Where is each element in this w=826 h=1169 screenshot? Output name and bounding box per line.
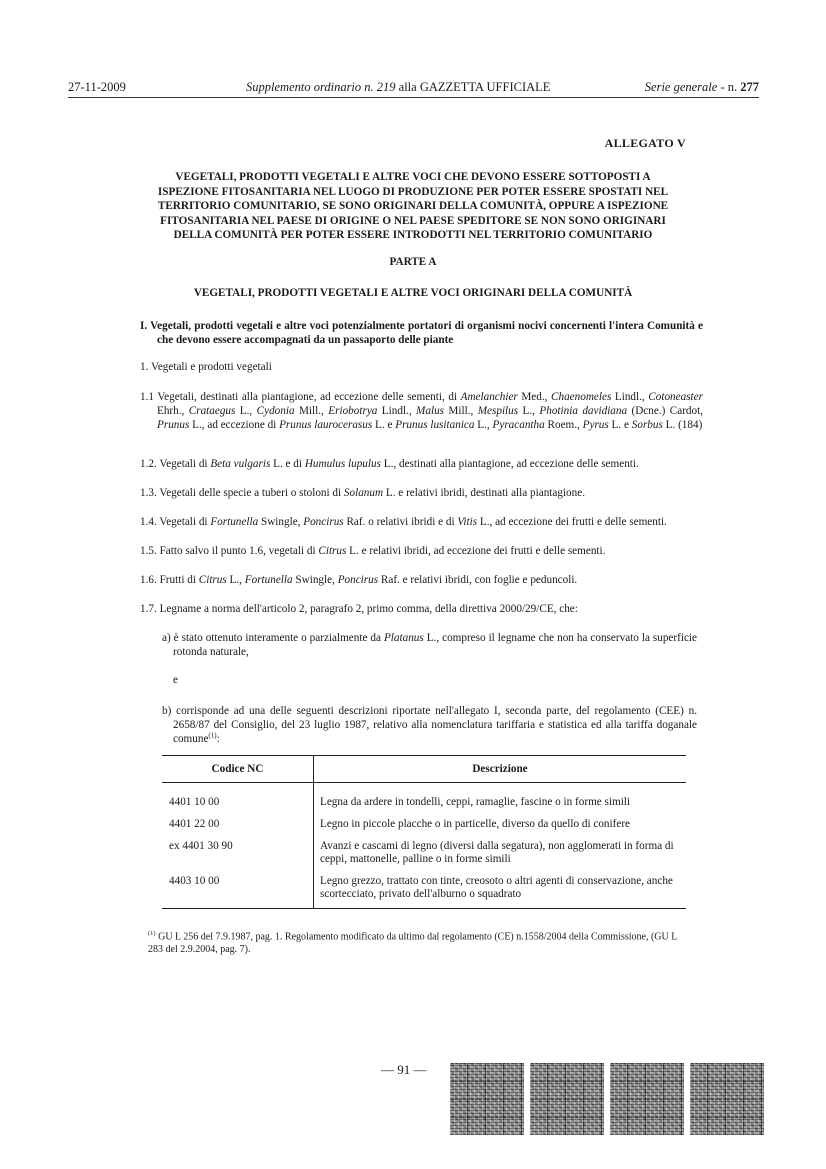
cell-description: Legno in piccole placche o in particelle, diverso da quello di conifere [320, 818, 631, 830]
t: 1.1 Vegetali, destinati alla piantagione, ad eccezione delle sementi, di [140, 391, 461, 403]
genus: Sorbus [631, 419, 663, 431]
t: Mill., [294, 405, 329, 417]
footnote-text: GU L 256 del 7.9.1987, pag. 1. Regolamento modificato da ultimo dal regolamento (CE) n.1558/2004 della Commissione, (GU L 283 del 2.9.2004, pag. 7). [148, 931, 677, 955]
security-pattern [530, 1063, 604, 1135]
genus: Pyracantha [492, 419, 545, 431]
genus: Eriobotrya [328, 405, 378, 417]
t: L. e di [270, 458, 305, 470]
cell-description: Legna da ardere in tondelli, ceppi, ramaglie, fascine o in forme simili [320, 796, 631, 808]
table [162, 755, 686, 909]
t: Roem., [544, 419, 583, 431]
t: L. e relativi ibridi, ad eccezione dei frutti e delle sementi. [346, 545, 606, 557]
annex-title-line: DELLA COMUNITÀ PER POTER ESSERE INTRODOTTI NEL TERRITORIO COMUNITARIO [173, 229, 653, 241]
t: L. e relativi ibridi, destinati alla piantagione. [383, 487, 586, 499]
column-header-description: Descrizione [472, 763, 528, 775]
t: L., ad eccezione dei frutti e delle sementi. [477, 516, 667, 528]
footnote-ref[interactable]: (1) [208, 731, 217, 740]
header-supplement: Supplemento ordinario n. 219 [246, 80, 396, 94]
item-1-3 [140, 486, 686, 500]
genus: Amelanchier [460, 391, 518, 403]
page-number: — 91 — [381, 1062, 427, 1077]
t: 1.5. Fatto salvo il punto 1.6, vegetali di [140, 545, 319, 557]
genus: Malus [416, 405, 445, 417]
genus: Solanum [343, 487, 384, 499]
t: 1.6. Frutti di [140, 574, 199, 586]
item-1: 1. Vegetali e prodotti vegetali [140, 361, 272, 373]
cell-code: 4401 10 00 [162, 783, 314, 810]
nc-code-table [162, 755, 686, 909]
header-gazette: alla GAZZETTA UFFICIALE [395, 80, 551, 94]
cell-code: 4401 22 00 [162, 809, 314, 831]
item-1-7: 1.7. Legname a norma dell'articolo 2, paragrafo 2, primo comma, della direttiva 2000/29/CE, che: [140, 603, 578, 615]
security-pattern [690, 1063, 764, 1135]
annex-title [140, 170, 686, 243]
item-1-7-b [162, 704, 697, 746]
t: L. e [372, 419, 396, 431]
t: L. e [608, 419, 632, 431]
t: 1.3. Vegetali delle specie a tuberi o stoloni di [140, 487, 344, 499]
genus: Fortunella [244, 574, 293, 586]
footnote [148, 928, 688, 956]
annex-title-line: TERRITORIO COMUNITARIO, SE SONO ORIGINARI DELLA COMUNITÀ, OPPURE A ISPEZIONE [157, 200, 669, 212]
t: Raf. o relativi ibridi e di [343, 516, 458, 528]
t: Swingle, [292, 574, 338, 586]
header-series-number: 277 [740, 80, 759, 94]
annex-label: ALLEGATO V [604, 136, 686, 150]
genus: Photinia davidiana [539, 405, 628, 417]
t: L., compreso il legname che non ha conservato la superficie rotonda naturale, [173, 632, 697, 658]
t: L. (184) [662, 419, 703, 431]
item-1-4 [140, 515, 686, 529]
genus: Crataegus [188, 405, 236, 417]
t: Med., [517, 391, 552, 403]
annex-title-line: FITOSANITARIA NEL PAESE DI ORIGINE O NEL PAESE SPEDITORE SE NON SONO ORIGINARI [160, 214, 666, 227]
t: L., destinati alla piantagione, ad eccezione delle sementi. [380, 458, 639, 470]
cell-code: 4403 10 00 [162, 866, 314, 909]
section-i-heading: I. Vegetali, prodotti vegetali e altre voci potenzialmente portatori di organismi nocivi concernenti l'intera Comunità e che devono essere accompagnati da un passaporto delle piante [140, 320, 703, 346]
t: L., ad eccezione di [189, 419, 280, 431]
item-1-5 [140, 544, 686, 558]
t: : [216, 733, 220, 745]
genus: Cotoneaster [648, 391, 703, 403]
part-title: VEGETALI, PRODOTTI VEGETALI E ALTRE VOCI ORIGINARI DELLA COMUNITÀ [193, 287, 633, 299]
table-header-row [162, 756, 686, 783]
item-1-7-conjunction: e [173, 674, 178, 686]
genus: Humulus lupulus [304, 458, 381, 470]
header-series-label: Serie generale [644, 80, 718, 94]
item-1-2 [140, 457, 686, 471]
security-pattern [610, 1063, 684, 1135]
cell-description: Avanzi e cascami di legno (diversi dalla segatura), non agglomerati in forma di ceppi, mattonelle, palline o in forme simili [320, 840, 674, 865]
genus: Poncirus [303, 516, 344, 528]
genus: Prunus laurocerasus [279, 419, 373, 431]
t: (Dcne.) Cardot, [627, 405, 704, 417]
table-row [162, 783, 686, 810]
genus: Prunus [157, 419, 190, 431]
t: 1.2. Vegetali di [140, 458, 211, 470]
t: Ehrh., [157, 405, 189, 417]
genus: Vitis [457, 516, 478, 528]
header-series [645, 80, 759, 95]
genus: Citrus [318, 545, 347, 557]
genus: Beta vulgaris [210, 458, 271, 470]
t: L., [474, 419, 493, 431]
table-row [162, 809, 686, 831]
t: Lindl., [377, 405, 417, 417]
annex-title-line: VEGETALI, PRODOTTI VEGETALI E ALTRE VOCI CHE DEVONO ESSERE SOTTOPOSTI A [175, 171, 651, 183]
security-pattern [450, 1063, 524, 1135]
footnote-mark: (1) [148, 930, 156, 937]
column-header-code: Codice NC [162, 756, 314, 783]
t: L., [226, 574, 245, 586]
t: Raf. e relativi ibridi, con foglie e peduncoli. [378, 574, 578, 586]
table-row [162, 866, 686, 909]
genus: Citrus [198, 574, 227, 586]
item-1-1 [140, 390, 703, 432]
cell-description: Legno grezzo, trattato con tinte, creosoto o altri agenti di conservazione, anche scortecciato, privato dell'alburno o squadrato [320, 875, 673, 900]
genus: Mespilus [477, 405, 519, 417]
genus: Platanus [383, 632, 424, 644]
t: 1.4. Vegetali di [140, 516, 211, 528]
genus: Prunus lusitanica [395, 419, 475, 431]
annex-title-line: ISPEZIONE FITOSANITARIA NEL LUOGO DI PRODUZIONE PER POTER ESSERE SPOSTATI NEL [157, 185, 669, 198]
header-rule [68, 97, 759, 98]
part-label: PARTE A [389, 256, 437, 268]
genus: Cydonia [256, 405, 295, 417]
header-date: 27-11-2009 [68, 80, 126, 94]
cell-code: ex 4401 30 90 [162, 831, 314, 866]
t: L., [518, 405, 540, 417]
genus: Pyrus [582, 419, 609, 431]
genus: Fortunella [210, 516, 259, 528]
header-publication [246, 80, 550, 95]
t: Mill., [444, 405, 478, 417]
t: L., [235, 405, 257, 417]
t: a) è stato ottenuto interamente o parzialmente da [162, 632, 384, 644]
t: b) corrisponde ad una delle seguenti descrizioni riportate nell'allegato I, seconda parte, del regolamento (CEE) n. 2658/87 del Consiglio, del 23 luglio 1987, relativo alla nomenclatura tariffaria e statistica ed alla tariffa doganale comune [162, 705, 697, 745]
t: Lindl., [611, 391, 649, 403]
item-1-7-a [162, 631, 697, 659]
item-1-6 [140, 573, 686, 587]
t: Swingle, [258, 516, 304, 528]
genus: Poncirus [337, 574, 379, 586]
genus: Chaenomeles [551, 391, 612, 403]
header-series-sep: - n. [717, 80, 741, 94]
table-row [162, 831, 686, 866]
